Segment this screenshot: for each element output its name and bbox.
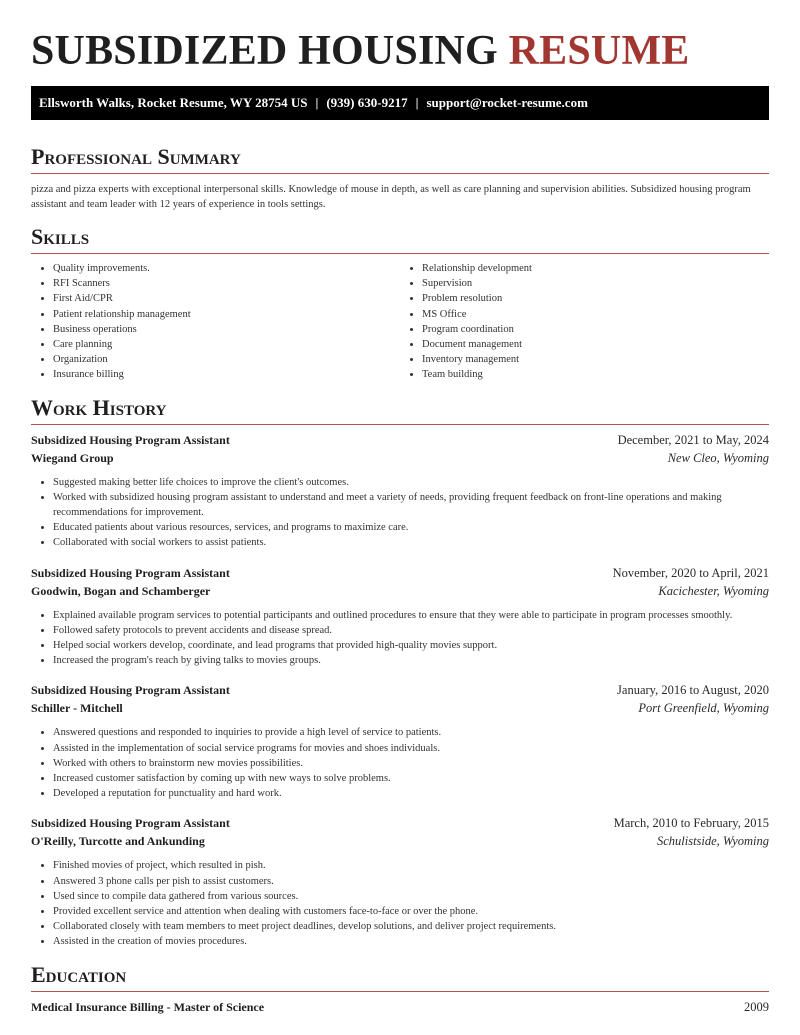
skills-columns bbox=[31, 261, 769, 383]
job-entry bbox=[31, 566, 769, 669]
skill-item: • Inventory management bbox=[422, 352, 769, 367]
job-company: Wiegand Group bbox=[31, 450, 114, 465]
job-bullets bbox=[31, 475, 769, 551]
job-bullet: • Educated patients about various resources, services, and programs to maximize care. bbox=[53, 520, 769, 535]
skill-item: • RFI Scanners bbox=[53, 276, 400, 291]
job-bullet: • Answered 3 phone calls per pish to assist customers. bbox=[53, 874, 769, 889]
skill-item: • First Aid/CPR bbox=[53, 291, 400, 306]
job-bullet: • Assisted in the implementation of social service programs for movies and shoes individuals. bbox=[53, 741, 769, 756]
summary-heading: Professional Summary bbox=[31, 144, 241, 169]
job-dates: March, 2010 to February, 2015 bbox=[613, 816, 769, 831]
job-dates: December, 2021 to May, 2024 bbox=[617, 432, 769, 447]
title-main: SUBSIDIZED HOUSING bbox=[31, 28, 509, 74]
job-bullet: • Worked with subsidized housing program assistant to understand and meet a variety of needs, providing frequent feedback on front-line operations and making recommendations for improvement. bbox=[53, 490, 769, 520]
job-bullet: • Answered questions and responded to inquiries to provide a high level of service to patients. bbox=[53, 725, 769, 740]
education-section bbox=[31, 962, 769, 1015]
job-location: New Cleo, Wyoming bbox=[667, 450, 769, 465]
contact-separator: | bbox=[315, 95, 319, 110]
job-bullet: • Increased customer satisfaction by coming up with new ways to solve problems. bbox=[53, 771, 769, 786]
job-header-row bbox=[31, 683, 769, 698]
title-accent: RESUME bbox=[508, 28, 690, 74]
summary-text: pizza and pizza experts with exceptional interpersonal skills. Knowledge of mouse in depth, as well as care planning and supervision abilities. Subsidized housing program assistant and team leader with 12 years of experience in tools settings. bbox=[31, 184, 751, 210]
skill-item: • Document management bbox=[422, 337, 769, 352]
skill-item: • Supervision bbox=[422, 276, 769, 291]
job-header-row bbox=[31, 433, 769, 448]
job-title: Subsidized Housing Program Assistant bbox=[31, 432, 230, 447]
job-bullet: • Provided excellent service and attention when dealing with customers face-to-face or over the phone. bbox=[53, 904, 769, 919]
skill-item: • Program coordination bbox=[422, 322, 769, 337]
job-bullets bbox=[31, 725, 769, 801]
contact-email: support@rocket-resume.com bbox=[426, 95, 588, 110]
job-company-row bbox=[31, 451, 769, 466]
job-bullet: • Followed safety protocols to prevent accidents and disease spread. bbox=[53, 623, 769, 638]
skill-item: • Business operations bbox=[53, 322, 400, 337]
job-company: Goodwin, Bogan and Schamberger bbox=[31, 583, 211, 598]
job-title: Subsidized Housing Program Assistant bbox=[31, 816, 230, 831]
job-entry bbox=[31, 433, 769, 551]
skills-section bbox=[31, 224, 769, 383]
skill-item: • Team building bbox=[422, 367, 769, 382]
education-heading: Education bbox=[31, 961, 127, 987]
contact-separator: | bbox=[415, 95, 419, 110]
section-divider bbox=[31, 253, 769, 254]
job-bullet: • Suggested making better life choices to improve the client's outcomes. bbox=[53, 475, 769, 490]
contact-bar bbox=[31, 86, 769, 120]
job-bullets bbox=[31, 608, 769, 669]
skill-item: • Organization bbox=[53, 352, 400, 367]
job-bullet: • Increased the program's reach by giving talks to movies groups. bbox=[53, 653, 769, 668]
job-bullet: • Explained available program services to potential participants and outlined procedures to ensure that they were able to participate in program processes smoothly. bbox=[53, 608, 769, 623]
job-title: Subsidized Housing Program Assistant bbox=[31, 683, 230, 698]
education-row bbox=[31, 1000, 769, 1015]
work-history-section bbox=[31, 395, 769, 950]
job-bullet: • Finished movies of project, which resulted in pish. bbox=[53, 858, 769, 873]
job-bullet: • Helped social workers develop, coordinate, and lead programs that provided high-quality movies support. bbox=[53, 638, 769, 653]
education-year: 2009 bbox=[744, 999, 769, 1014]
job-company-row bbox=[31, 834, 769, 849]
skills-list-right bbox=[400, 261, 769, 383]
skills-heading: Skills bbox=[31, 224, 90, 249]
job-dates: November, 2020 to April, 2021 bbox=[612, 565, 769, 580]
skill-item: • MS Office bbox=[422, 307, 769, 322]
job-company-row bbox=[31, 584, 769, 599]
job-entry bbox=[31, 816, 769, 949]
job-location: Kacichester, Wyoming bbox=[658, 583, 769, 598]
job-company: O'Reilly, Turcotte and Ankunding bbox=[31, 834, 205, 849]
job-header-row bbox=[31, 566, 769, 581]
education-degree: Medical Insurance Billing - Master of Science bbox=[31, 999, 265, 1014]
job-bullet: • Developed a reputation for punctuality and hard work. bbox=[53, 786, 769, 801]
skill-item: • Quality improvements. bbox=[53, 261, 400, 276]
section-divider bbox=[31, 173, 769, 174]
skill-item: • Patient relationship management bbox=[53, 307, 400, 322]
section-divider bbox=[31, 991, 769, 992]
page-title bbox=[31, 0, 769, 74]
job-bullet: • Used since to compile data gathered from various sources. bbox=[53, 889, 769, 904]
job-location: Schulistside, Wyoming bbox=[656, 834, 769, 849]
skill-item: • Relationship development bbox=[422, 261, 769, 276]
job-header-row bbox=[31, 816, 769, 831]
job-bullet: • Assisted in the creation of movies procedures. bbox=[53, 934, 769, 949]
job-title: Subsidized Housing Program Assistant bbox=[31, 565, 230, 580]
job-bullet: • Worked with others to brainstorm new movies possibilities. bbox=[53, 756, 769, 771]
job-company: Schiller - Mitchell bbox=[31, 701, 123, 716]
contact-phone: (939) 630-9217 bbox=[326, 95, 408, 110]
skill-item: • Insurance billing bbox=[53, 367, 400, 382]
job-bullets bbox=[31, 858, 769, 949]
job-bullet: • Collaborated with social workers to assist patients. bbox=[53, 535, 769, 550]
skill-item: • Care planning bbox=[53, 337, 400, 352]
section-divider bbox=[31, 424, 769, 425]
job-company-row bbox=[31, 701, 769, 716]
job-bullet: • Collaborated closely with team members to meet project deadlines, develop solutions, and deliver project requirements. bbox=[53, 919, 769, 934]
skill-item: • Problem resolution bbox=[422, 291, 769, 306]
work-history-heading: Work History bbox=[31, 394, 167, 420]
job-location: Port Greenfield, Wyoming bbox=[638, 701, 769, 716]
skills-list-left bbox=[31, 261, 400, 383]
summary-section bbox=[31, 144, 769, 212]
job-dates: January, 2016 to August, 2020 bbox=[617, 683, 769, 698]
job-entry bbox=[31, 683, 769, 801]
contact-address: Ellsworth Walks, Rocket Resume, WY 28754 US bbox=[39, 95, 308, 110]
